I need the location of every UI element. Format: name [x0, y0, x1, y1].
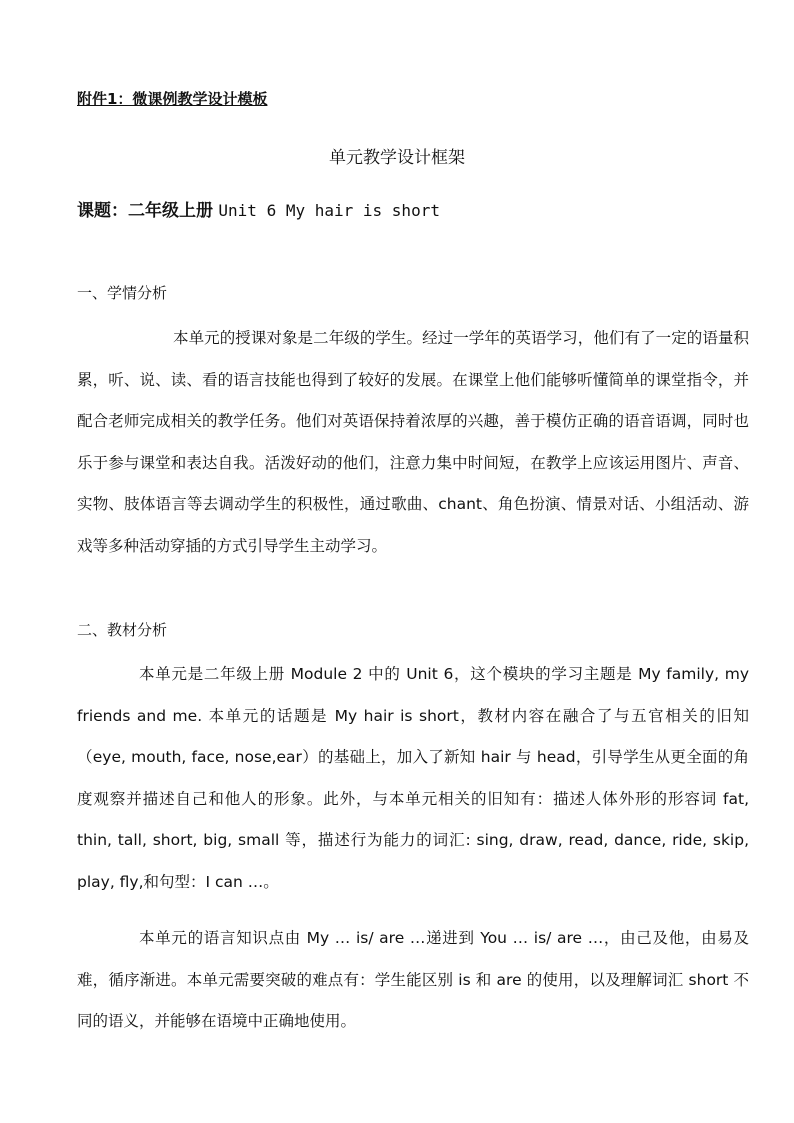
- course-label: 课题：二年级上册: [77, 201, 213, 221]
- section-heading-material-analysis: 二、教材分析: [77, 621, 168, 639]
- section-heading-learner-analysis: 一、学情分析: [77, 284, 168, 302]
- material-analysis-paragraph-2: 本单元的语言知识点由 My … is/ are …递进到 You … is/ are …，由己及他，由易及难，循序渐进。本单元需要突破的难点有：学生能区别 is 和 are 的使用，以及理解词汇 short 不同的语义，并能够在语境中正确地使用。: [77, 929, 749, 1030]
- material-analysis-paragraph-1: 本单元是二年级上册 Module 2 中的 Unit 6，这个模块的学习主题是 My family, my friends and me. 本单元的话题是 My hair is short，教材内容在融合了与五官相关的旧知（eye, mouth, face, nose,ear）的基础上，加入了新知 hair 与 head，引导学生从更全面的角度观察并描述自己和他人的形象。此外，与本单元相关的旧知有：描述人体外形的形容词 fat, thin, tall, short, big, small 等，描述行为能力的词汇: sing, draw, read, dance, ride, skip, play, fly,和句型：I can …。: [77, 665, 749, 891]
- document-title: 单元教学设计框架: [329, 148, 465, 168]
- course-text: Unit 6 My hair is short: [218, 201, 440, 220]
- attachment-label: 附件1：微课例教学设计模板: [77, 90, 268, 108]
- course-title: [77, 196, 440, 221]
- learner-analysis-paragraph: 本单元的授课对象是二年级的学生。经过一学年的英语学习，他们有了一定的语量积累，听、说、读、看的语言技能也得到了较好的发展。在课堂上他们能够听懂简单的课堂指令，并配合老师完成相关的教学任务。他们对英语保持着浓厚的兴趣，善于模仿正确的语音语调，同时也乐于参与课堂和表达自我。活泼好动的他们，注意力集中时间短，在教学上应该运用图片、声音、实物、肢体语言等去调动学生的积极性，通过歌曲、chant、角色扮演、情景对话、小组活动、游戏等多种活动穿插的方式引导学生主动学习。: [77, 329, 749, 555]
